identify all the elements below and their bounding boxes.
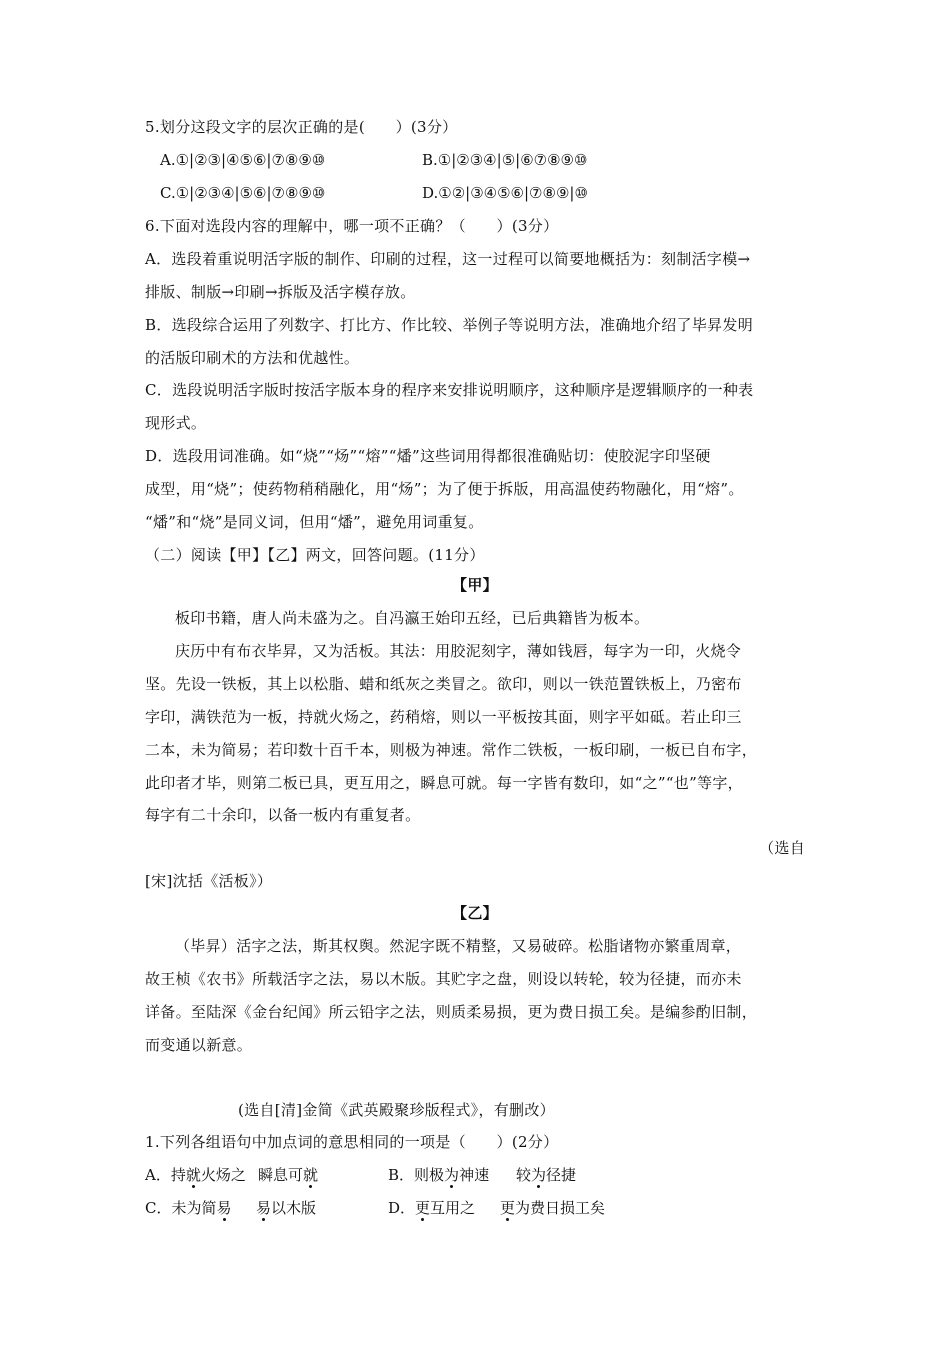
q1-option-a-phrase1-pre: 持	[170, 1166, 186, 1184]
q1-option-b-phrase2-dotted: 为	[531, 1166, 547, 1184]
q6-option-a-line2: 排版、制版→印刷→拆版及活字模存放。	[145, 283, 416, 301]
q1-option-b-phrase1-pre: 则极	[414, 1166, 445, 1184]
part2-intro: （二）阅读【甲】【乙】两文，回答问题。(11分）	[145, 546, 485, 564]
q1-option-d	[388, 1198, 475, 1218]
q1-option-c	[145, 1198, 232, 1218]
q1-option-a-phrase2	[258, 1165, 318, 1185]
q1-option-a-phrase2-dotted: 就	[303, 1166, 319, 1184]
q5-stem: 5.划分这段文字的层次正确的是( ）(3分）	[145, 118, 458, 136]
q1-option-c-phrase2-dotted: 易	[256, 1199, 272, 1217]
q6-stem: 6.下面对选段内容的理解中，哪一项不正确？（ ）(3分）	[145, 217, 559, 235]
jia-heading: 【甲】	[452, 576, 498, 594]
q1-option-d-phrase1-dotted: 更	[415, 1199, 431, 1217]
q1-option-a	[145, 1165, 246, 1185]
jia-paragraph-2-line6: 每字有二十余印，以备一板内有重复者。	[145, 806, 421, 824]
q1-option-c-phrase2-post: 以木版	[271, 1199, 317, 1217]
yi-heading: 【乙】	[452, 904, 498, 922]
q1-option-a-phrase2-pre: 瞬息可	[258, 1166, 304, 1184]
q1-option-b-label: B．	[388, 1166, 415, 1184]
q5-option-d: D.①②|③④⑤⑥|⑦⑧⑨|⑩	[422, 184, 588, 202]
q1-option-c-phrase1-dotted: 易	[216, 1199, 232, 1217]
yi-paragraph-line3: 详备。至陆深《金台纪闻》所云铅字之法，则质柔易损，更为费日损工矣。是编参酌旧制，	[145, 1003, 758, 1021]
jia-paragraph-2-line1: 庆历中有布衣毕昇，又为活板。其法：用胶泥刻字，薄如钱唇，每字为一印，火烧令	[175, 642, 742, 660]
yi-source: (选自[清]金简《武英殿聚珍版程式》，有删改）	[238, 1101, 555, 1119]
q6-option-a-line1: A．选段着重说明活字版的制作、印刷的过程，这一过程可以简要地概括为：刻制活字模→	[145, 250, 751, 268]
q5-option-a: A.①|②③|④⑤⑥|⑦⑧⑨⑩	[160, 151, 326, 169]
q1-option-c-label: C．	[145, 1199, 172, 1217]
q6-option-d-line3: “燔”和“烧”是同义词，但用“燔”，避免用词重复。	[145, 513, 484, 531]
q1-option-b-phrase1-dotted: 为	[444, 1166, 460, 1184]
q5-option-b: B.①|②③④|⑤|⑥⑦⑧⑨⑩	[422, 151, 588, 169]
q6-option-d-line1: D．选段用词准确。如“烧”“炀”“熔”“燔”这些词用得都很准确贴切：使胶泥字印坚硬	[145, 447, 711, 465]
q1-option-b-phrase2-pre: 较	[516, 1166, 532, 1184]
yi-paragraph-line4: 而变通以新意。	[145, 1036, 253, 1054]
q6-option-d-line2: 成型，用“烧”；使药物稍稍融化，用“炀”；为了便于拆版，用高温使药物融化，用“熔”。	[145, 480, 744, 498]
q6-option-c-line1: C．选段说明活字版时按活字版本身的程序来安排说明顺序，这种顺序是逻辑顺序的一种表	[145, 381, 754, 399]
q1-option-b-phrase1-post: 神速	[459, 1166, 490, 1184]
q1-option-b	[388, 1165, 489, 1185]
q1-option-c-phrase2	[256, 1198, 316, 1218]
q5-option-c: C.①|②③④|⑤⑥|⑦⑧⑨⑩	[160, 184, 326, 202]
jia-source-line2: [宋]沈括《活板》）	[145, 872, 273, 890]
jia-paragraph-2-line5: 此印者才毕，则第二板已具，更互用之，瞬息可就。每一字皆有数印，如“之”“也”等字，	[145, 774, 743, 792]
q6-option-b-line2: 的活版印刷术的方法和优越性。	[145, 349, 360, 367]
yi-paragraph-line1: （毕昇）活字之法，斯其权舆。然泥字既不精整，又易破碎。松脂诸物亦繁重周章，	[175, 937, 742, 955]
q1-option-b-phrase2-post: 径捷	[546, 1166, 577, 1184]
q1-option-d-phrase2-post: 为费日损工矣	[515, 1199, 606, 1217]
q1-option-d-phrase2	[500, 1198, 605, 1218]
q1-option-c-phrase1-pre: 未为简	[171, 1199, 217, 1217]
q1-option-b-phrase2	[516, 1165, 576, 1185]
q1-option-d-phrase1-post: 互用之	[430, 1199, 476, 1217]
q1-option-d-phrase2-dotted: 更	[500, 1199, 516, 1217]
q1-option-a-label: A．	[145, 1166, 171, 1184]
q1-option-a-phrase1-dotted: 就	[185, 1166, 201, 1184]
jia-paragraph-2-line2: 坚。先设一铁板，其上以松脂、蜡和纸灰之类冒之。欲印，则以一铁范置铁板上，乃密布	[145, 675, 742, 693]
q1-option-d-label: D．	[388, 1199, 416, 1217]
yi-paragraph-line2: 故王桢《农书》所载活字之法，易以木版。其贮字之盘，则设以转轮，较为径捷，而亦未	[145, 970, 742, 988]
jia-paragraph-2-line3: 字印，满铁范为一板，持就火炀之，药稍熔，则以一平板按其面，则字平如砥。若止印三	[145, 708, 742, 726]
q1-option-a-phrase1-post: 火炀之	[200, 1166, 246, 1184]
jia-paragraph-2-line4: 二本，未为简易；若印数十百千本，则极为神速。常作二铁板，一板印刷，一板已自布字，	[145, 741, 758, 759]
jia-source-line1: （选自	[759, 839, 805, 857]
q6-option-c-line2: 现形式。	[145, 414, 207, 432]
q6-option-b-line1: B．选段综合运用了列数字、打比方、作比较、举例子等说明方法，准确地介绍了毕昇发明	[145, 316, 754, 334]
q1-stem: 1.下列各组语句中加点词的意思相同的一项是（ ）(2分）	[145, 1133, 559, 1151]
jia-paragraph-1: 板印书籍，唐人尚未盛为之。自冯瀛王始印五经，已后典籍皆为板本。	[175, 609, 650, 627]
